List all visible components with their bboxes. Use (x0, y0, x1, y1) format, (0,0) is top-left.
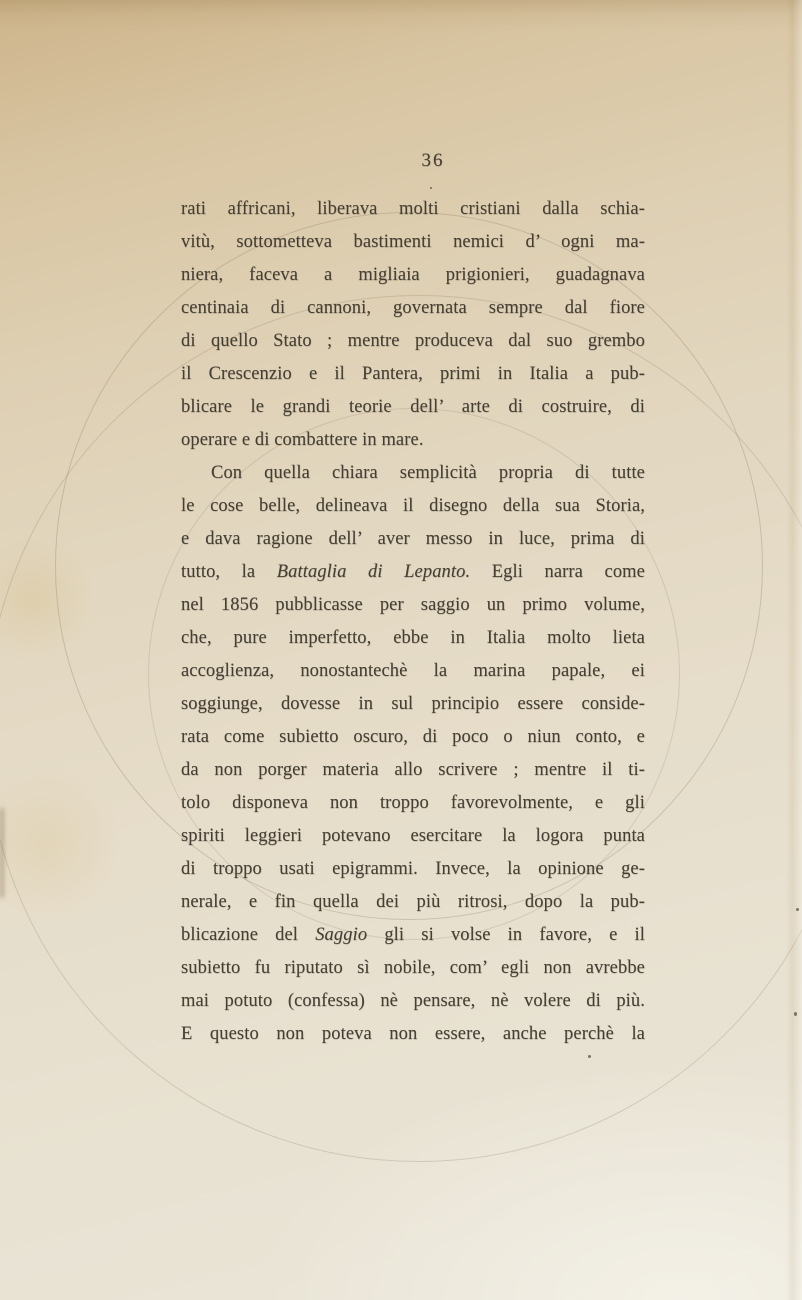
text-run: gli si volse in favore, e il (367, 925, 645, 945)
text-line (181, 325, 645, 358)
text-line (181, 688, 645, 721)
page-left-smudge (0, 808, 4, 898)
text-line (181, 985, 645, 1018)
text-line (181, 820, 645, 853)
text-line (181, 886, 645, 919)
text-line (181, 391, 645, 424)
text-run: nel 1856 pubblicasse per saggio un primo volume, (181, 595, 645, 615)
text-run: spiriti leggieri potevano esercitare la logora punta (181, 826, 645, 846)
text-line (181, 556, 645, 589)
text-run: che, pure imperfetto, ebbe in Italia molto lieta (181, 628, 645, 648)
text-run: blicazione del (181, 925, 316, 945)
text-run: di quello Stato ; mentre produceva dal suo grembo (181, 331, 645, 351)
text-run: tutto, la (181, 562, 277, 582)
text-run: rata come subietto oscuro, di poco o niun conto, e (181, 727, 645, 747)
page-right-edge (786, 0, 802, 1300)
text-line (181, 259, 645, 292)
text-line (181, 193, 645, 226)
text-line (181, 358, 645, 391)
text-run: rati affricani, liberava molti cristiani dalla schia- (181, 199, 645, 219)
text-line (181, 589, 645, 622)
text-line (181, 787, 645, 820)
text-run: tolo disponeva non troppo favorevolmente, e gli (181, 793, 645, 813)
paper-speck (794, 1012, 797, 1016)
italic-text-run: Battaglia di Lepanto. (276, 562, 471, 582)
text-run: accoglienza, nonostantechè la marina papale, ei (181, 661, 645, 681)
italic-text-run: Saggio (315, 925, 368, 945)
paper-speck (588, 1055, 591, 1058)
text-run: le cose belle, delineava il disegno della sua Storia, (181, 496, 645, 516)
text-run: da non porger materia allo scrivere ; mentre il ti- (181, 760, 645, 780)
text-run: operare e di combattere in mare. (181, 430, 424, 450)
paper-speck (796, 908, 799, 911)
page-number-dot (430, 187, 432, 189)
text-run: vitù, sottometteva bastimenti nemici d’ ogni ma- (181, 232, 645, 252)
text-line (181, 721, 645, 754)
text-line (181, 490, 645, 523)
text-run: Egli narra come (470, 562, 645, 582)
text-run: e dava ragione dell’ aver messo in luce, prima di (181, 529, 645, 549)
text-line (181, 523, 645, 556)
text-run: il Crescenzio e il Pantera, primi in Italia a pub- (181, 364, 645, 384)
text-line (181, 754, 645, 787)
text-line (181, 424, 645, 457)
text-line (181, 919, 645, 952)
text-run: di troppo usati epigrammi. Invece, la opinione ge- (181, 859, 645, 879)
text-run: E questo non poteva non essere, anche perchè la (181, 1024, 645, 1044)
text-line (181, 457, 645, 490)
text-run: niera, faceva a migliaia prigionieri, guadagnava (181, 265, 645, 285)
text-line (181, 292, 645, 325)
text-line (181, 1018, 645, 1051)
text-line (181, 655, 645, 688)
text-run: Con quella chiara semplicità propria di tutte (211, 463, 645, 483)
page-number: 36 (421, 150, 445, 171)
text-line (181, 952, 645, 985)
text-run: mai potuto (confessa) nè pensare, nè volere di più. (181, 991, 645, 1011)
text-line (181, 853, 645, 886)
text-block (181, 193, 645, 1051)
text-line (181, 226, 645, 259)
text-run: subietto fu riputato sì nobile, com’ egli non avrebbe (181, 958, 645, 978)
text-run: centinaia di cannoni, governata sempre dal fiore (181, 298, 645, 318)
text-line (181, 622, 645, 655)
text-run: blicare le grandi teorie dell’ arte di costruire, di (181, 397, 645, 417)
text-run: soggiunge, dovesse in sul principio essere conside- (181, 694, 645, 714)
text-run: nerale, e fin quella dei più ritrosi, dopo la pub- (181, 892, 645, 912)
